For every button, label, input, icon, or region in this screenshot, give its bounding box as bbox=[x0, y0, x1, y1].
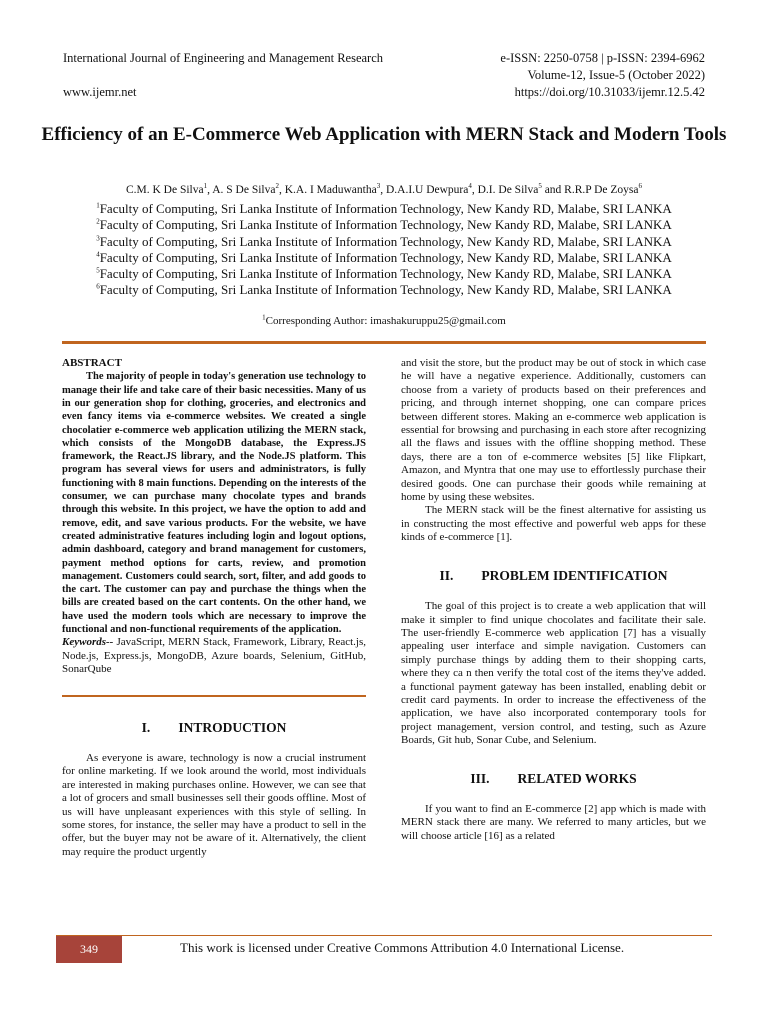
page-number: 349 bbox=[56, 936, 122, 963]
affiliation: $^4$Faculty of Computing, Sri Lanka Institute of Information Technology, New Kandy RD, Malabe, SRI LANKA bbox=[96, 249, 672, 265]
author: A. S De Silva bbox=[212, 184, 276, 196]
paragraph: If you want to find an E-commerce [2] app which is made with MERN stack there are many. We referred to many articles, but we will choose article [16] as a related bbox=[401, 802, 706, 842]
author: D.I. De Silva bbox=[477, 184, 539, 196]
paragraph: As everyone is aware, technology is now a crucial instrument for online marketing. If we look around the world, most individuals are interested in making purchases online. However, we can see that a lot of grocers and small businesses sell their goods offline. Most of us will have unpleasant experiences with this style of selling. In some stores, for instance, the seller may have a product to sell in the offer, but the buyer may not be aware of it. Alternatively, the client may require the product urgently bbox=[62, 751, 366, 858]
author-list: C.M. K De Silva$^1$, A. S De Silva$^2$, K.A. I Maduwantha$^3$, D.A.I.U Dewpura$^4$, D.I. De Silva$^5$ and R.R.P De Zoysa$^6$ bbox=[125, 182, 642, 196]
abstract-body: The majority of people in today's generation use technology to manage their life and take care of their basic necessities. Many of us in our generation shop for clothing, groceries, and electronics and even fancy items via e-commerce websites. We created a single chocolatier e-commerce web application utilizing the MERN stack, which consists of the MongoDB database, the Express.JS framework, the React.JS library, and the Node.JS platform. This program has several views for users and administrators, is fully functioning with 8 main functions. Depending on the interests of the consumer, we can purchase many chocolate types and brands through this website. In this project, we have the option to add and remove, edit, and save various products. For the website, we have created administrative features including login and logout options, admin dashboard, category and brand management for customers, payment method options for carts, review, and promotion management. Customers could search, sort, filter, and add goods to the cart. The customer can pay and purchase the things when the bills are created based on the cart contents. On the other hand, we have used the modern tools which are necessary to improve the functional and non-functional requirements of the application. bbox=[62, 371, 366, 636]
affiliation: $^5$Faculty of Computing, Sri Lanka Institute of Information Technology, New Kandy RD, Malabe, SRI LANKA bbox=[96, 266, 672, 282]
affiliation: $^2$Faculty of Computing, Sri Lanka Institute of Information Technology, New Kandy RD, Malabe, SRI LANKA bbox=[96, 217, 672, 233]
footer-divider bbox=[56, 935, 712, 936]
doi-link[interactable]: https://doi.org/10.31033/ijemr.12.5.42 bbox=[514, 85, 705, 99]
journal-name: International Journal of Engineering and Management Research bbox=[63, 51, 384, 65]
abstract-divider bbox=[62, 695, 366, 697]
corresponding-author: $^1$Corresponding Author: imashakuruppu25@gmail.com bbox=[262, 313, 506, 327]
paragraph: and visit the store, but the product may be out of stock in which case he will have a negative experience. Additionally, customers can choose from a variety of products based on their preferences and pricing, and through internet shopping, one can compare prices between different stores. Making an e-commerce web application is essential for browsing and purchasing in each store after recognizing all the flaws and issues with the offline shopping method. These days, there are a ton of e-commerce websites [5] like Flipkart, Amazon, and Myntra that one may use to effortlessly purchase their desired goods. One can purchase their goods while remaining at home by using these websites. bbox=[401, 357, 706, 504]
abstract-heading: ABSTRACT bbox=[62, 357, 122, 369]
volume-info: Volume-12, Issue-5 (October 2022) bbox=[527, 68, 705, 82]
section-heading-introduction: I. INTRODUCTION bbox=[141, 719, 287, 735]
author: C.M. K De Silva bbox=[125, 184, 204, 196]
license-text: This work is licensed under Creative Commons Attribution 4.0 International License. bbox=[180, 940, 625, 955]
affiliation: $^1$Faculty of Computing, Sri Lanka Institute of Information Technology, New Kandy RD, Malabe, SRI LANKA bbox=[96, 201, 672, 216]
author: K.A. I Maduwantha bbox=[284, 184, 377, 196]
section-heading-problem: II. PROBLEM IDENTIFICATION bbox=[439, 567, 668, 583]
right-column bbox=[401, 357, 706, 843]
affiliation: $^3$Faculty of Computing, Sri Lanka Institute of Information Technology, New Kandy RD, Malabe, SRI LANKA bbox=[96, 233, 672, 249]
section-heading-related: III. RELATED WORKS bbox=[470, 770, 637, 786]
journal-website: www.ijemr.net bbox=[63, 85, 137, 99]
keywords: Keywords-- JavaScript, MERN Stack, Framework, Library, React.js, Node.js, Express.js, MongoDB, Azure boards, Selenium, GitHub, SonarQube bbox=[62, 636, 366, 676]
issn-info: e-ISSN: 2250-0758 | p-ISSN: 2394-6962 bbox=[500, 51, 705, 65]
affiliation: $^6$Faculty of Computing, Sri Lanka Institute of Information Technology, New Kandy RD, Malabe, SRI LANKA bbox=[96, 282, 672, 298]
left-column bbox=[62, 357, 366, 859]
author: R.R.P De Zoysa bbox=[564, 184, 639, 196]
paper-title: Efficiency of an E-Commerce Web Application with MERN Stack and Modern Tools bbox=[41, 124, 727, 145]
header-divider bbox=[62, 341, 706, 344]
paragraph: The MERN stack will be the finest alternative for assisting us in constructing the most effective and powerful web apps for these kinds of e-commerce [1]. bbox=[401, 504, 706, 544]
paragraph: The goal of this project is to create a web application that will make it simpler to find unique chocolates and facilitate their sale. The user-friendly E-commerce web application [7] has a visually appealing user interface and simple navigation. Customers can simply purchase things by adding them to their shopping carts, where they ca n then verify the total cost of the items they've added. a functional payment gateway has been installed, enabling debit or credit card payments. In order to increase the effectiveness of the application, we have also incorporated contemporary tools for project management, version control, and testing, such as Azure Boards, Git hub, Sonar Cube, and Selenium. bbox=[401, 600, 706, 747]
author: D.A.I.U Dewpura bbox=[385, 184, 469, 196]
affiliation-list bbox=[40, 201, 728, 299]
